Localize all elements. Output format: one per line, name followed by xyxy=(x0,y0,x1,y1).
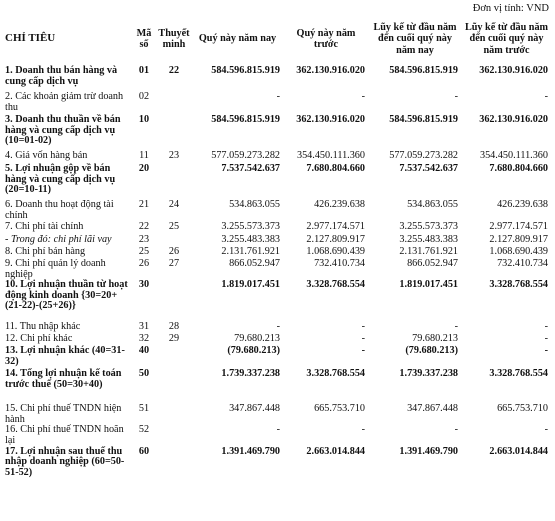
table-row xyxy=(5,425,551,446)
row-code: 26 xyxy=(138,258,150,269)
row-quarter-last-year: 732.410.734 xyxy=(314,258,365,269)
row-quarter-this-year: 1.739.337.238 xyxy=(221,368,280,380)
row-code: 21 xyxy=(138,199,150,210)
row-ytd-last-year: 665.753.710 xyxy=(497,403,548,415)
row-quarter-this-year: 577.059.273.282 xyxy=(211,150,280,161)
header-ma-so: Mã số xyxy=(136,27,152,50)
row-ytd-last-year: - xyxy=(544,333,548,345)
table-row xyxy=(5,66,551,92)
row-quarter-last-year: - xyxy=(361,333,365,345)
row-note: 28 xyxy=(168,321,180,333)
row-quarter-last-year: 362.130.916.020 xyxy=(296,65,365,76)
row-label: 6. Doanh thu hoạt động tài chính xyxy=(5,199,114,221)
row-quarter-last-year: 7.680.804.660 xyxy=(306,163,365,174)
row-quarter-last-year: - xyxy=(361,345,365,357)
row-code: 32 xyxy=(138,333,150,345)
row-note xyxy=(157,369,191,404)
row-quarter-last-year: - xyxy=(361,91,365,102)
row-label: 10. Lợi nhuận thuần từ hoạt động kinh doanh {30=20+(21-22)-(25+26)} xyxy=(5,279,128,312)
row-ytd-last-year: 1.068.690.439 xyxy=(489,246,548,257)
row-ytd-last-year: 3.328.768.554 xyxy=(489,368,548,380)
row-ytd-last-year: 2.127.809.917 xyxy=(489,234,548,245)
unit-label: Đơn vị tính: VND xyxy=(472,3,549,14)
header-chi-tieu: CHỈ TIÊU xyxy=(5,32,56,45)
row-ytd-last-year: - xyxy=(544,91,548,102)
row-label: 15. Chi phí thuế TNDN hiện hành xyxy=(5,403,122,425)
row-quarter-this-year: 7.537.542.637 xyxy=(221,163,280,174)
row-quarter-last-year: 362.130.916.020 xyxy=(296,114,365,125)
row-note xyxy=(157,115,191,151)
row-code: 11 xyxy=(139,150,149,161)
row-quarter-this-year: 584.596.815.919 xyxy=(211,114,280,125)
row-code: 23 xyxy=(138,234,150,245)
row-label: 1. Doanh thu bán hàng và cung cấp dịch vụ xyxy=(5,65,118,87)
row-note: 22 xyxy=(168,65,180,76)
table-row xyxy=(5,280,551,322)
row-quarter-this-year: (79.680.213) xyxy=(227,345,280,357)
row-quarter-this-year: 347.867.448 xyxy=(229,403,280,415)
row-ytd-this-year: 3.255.483.383 xyxy=(399,234,458,245)
row-code: 31 xyxy=(138,321,150,333)
row-ytd-this-year: 577.059.273.282 xyxy=(389,150,458,161)
row-ytd-last-year: - xyxy=(544,321,548,333)
row-quarter-this-year: 2.131.761.921 xyxy=(221,246,280,257)
row-code: 40 xyxy=(138,345,150,357)
row-ytd-this-year: 347.867.448 xyxy=(407,403,458,415)
row-code: 52 xyxy=(138,424,150,436)
row-note: 25 xyxy=(168,221,180,232)
row-quarter-last-year: 2.977.174.571 xyxy=(306,221,365,232)
row-label: 13. Lợi nhuận khác (40=31-32) xyxy=(5,345,125,367)
row-code: 10 xyxy=(138,114,150,125)
row-code: 01 xyxy=(138,65,150,76)
row-ytd-this-year: 1.391.469.790 xyxy=(399,445,458,457)
row-ytd-last-year: 354.450.111.360 xyxy=(479,150,548,161)
row-label: 17. Lợi nhuận sau thuế thu nhập doanh nghiệp (60=50-51-52) xyxy=(5,445,125,478)
row-quarter-this-year: 584.596.815.919 xyxy=(211,65,280,76)
row-quarter-last-year: 2.663.014.844 xyxy=(306,445,365,457)
row-quarter-last-year: - xyxy=(361,424,365,436)
header-ytd-last-year: Lũy kế từ đầu năm đến cuối quý này năm trước xyxy=(464,21,549,56)
row-code: 51 xyxy=(138,403,150,415)
row-label: 2. Các khoản giảm trừ doanh thu xyxy=(5,91,124,113)
row-quarter-this-year: - xyxy=(276,91,280,102)
row-ytd-this-year: 3.255.573.373 xyxy=(399,221,458,232)
row-ytd-this-year: 534.863.055 xyxy=(407,199,458,210)
row-quarter-this-year: 3.255.573.373 xyxy=(221,221,280,232)
row-note xyxy=(157,346,191,369)
row-quarter-last-year: 3.328.768.554 xyxy=(306,279,365,291)
row-label: 11. Thu nhập khác xyxy=(5,321,81,333)
row-quarter-this-year: 534.863.055 xyxy=(229,199,280,210)
row-note xyxy=(157,280,191,322)
header-thuyet-minh: Thuyết minh xyxy=(158,27,190,50)
row-note xyxy=(157,92,191,115)
income-statement-table xyxy=(5,12,551,483)
row-ytd-last-year: - xyxy=(544,345,548,357)
row-label: 4. Giá vốn hàng bán xyxy=(5,150,88,161)
row-code: 60 xyxy=(138,445,150,457)
row-ytd-this-year: 584.596.815.919 xyxy=(389,65,458,76)
row-ytd-this-year: - xyxy=(454,91,458,102)
row-quarter-this-year: 866.052.947 xyxy=(229,258,280,269)
row-ytd-this-year: - xyxy=(454,321,458,333)
table-row xyxy=(5,92,551,115)
row-ytd-this-year: 1.739.337.238 xyxy=(399,368,458,380)
table-row xyxy=(5,346,551,369)
row-quarter-last-year: 426.239.638 xyxy=(314,199,365,210)
row-note: 29 xyxy=(168,333,180,345)
row-note: 24 xyxy=(168,199,180,210)
table-row xyxy=(5,115,551,151)
table-row xyxy=(5,200,551,222)
row-ytd-last-year: 2.977.174.571 xyxy=(489,221,548,232)
row-ytd-last-year: 426.239.638 xyxy=(497,199,548,210)
row-ytd-last-year: 3.328.768.554 xyxy=(489,279,548,291)
row-label: 14. Tổng lợi nhuận kế toán trước thuế (50=30+40) xyxy=(5,368,122,390)
row-ytd-last-year: 2.663.014.844 xyxy=(489,445,548,457)
row-quarter-last-year: 3.328.768.554 xyxy=(306,368,365,380)
row-quarter-last-year: 354.450.111.360 xyxy=(296,150,365,161)
row-label: 9. Chi phí quản lý doanh nghiệp xyxy=(5,258,106,280)
row-ytd-this-year: 866.052.947 xyxy=(407,258,458,269)
row-ytd-this-year: 79.680.213 xyxy=(412,333,458,345)
row-label: 8. Chi phí bán hàng xyxy=(5,246,86,257)
row-note: 26 xyxy=(168,246,180,257)
row-label: 12. Chi phí khác xyxy=(5,333,73,345)
row-note xyxy=(157,404,191,425)
row-quarter-this-year: - xyxy=(276,424,280,436)
row-quarter-last-year: - xyxy=(361,321,365,333)
table-row xyxy=(5,404,551,425)
table-row xyxy=(5,369,551,404)
row-ytd-this-year: - xyxy=(454,424,458,436)
row-ytd-this-year: 2.131.761.921 xyxy=(399,246,458,257)
row-code: 25 xyxy=(138,246,150,257)
row-note xyxy=(157,164,191,200)
row-ytd-last-year: 362.130.916.020 xyxy=(479,65,548,76)
row-ytd-this-year: 584.596.815.919 xyxy=(389,114,458,125)
row-code: 22 xyxy=(138,221,150,232)
row-ytd-this-year: 1.819.017.451 xyxy=(399,279,458,291)
row-quarter-this-year: 3.255.483.383 xyxy=(221,234,280,245)
table-row xyxy=(5,164,551,200)
row-label: 5. Lợi nhuận gộp về bán hàng và cung cấp dịch vụ (20=10-11) xyxy=(5,163,116,196)
row-ytd-this-year: (79.680.213) xyxy=(405,345,458,357)
row-quarter-this-year: 1.819.017.451 xyxy=(221,279,280,291)
header-quarter-this-year: Quý này năm nay xyxy=(198,33,277,45)
table-row xyxy=(5,259,551,280)
row-label: 16. Chi phí thuế TNDN hoãn lại xyxy=(5,424,124,446)
row-quarter-this-year: 79.680.213 xyxy=(234,333,280,345)
row-quarter-last-year: 2.127.809.917 xyxy=(306,234,365,245)
row-quarter-this-year: 1.391.469.790 xyxy=(221,445,280,457)
table-row xyxy=(5,447,551,483)
row-ytd-last-year: 362.130.916.020 xyxy=(479,114,548,125)
row-quarter-last-year: 665.753.710 xyxy=(314,403,365,415)
row-note xyxy=(157,447,191,483)
header-quarter-last-year: Quý này năm trước xyxy=(296,27,356,50)
row-label: 7. Chi phí tài chính xyxy=(5,221,84,232)
row-note: 27 xyxy=(168,258,180,269)
row-note xyxy=(157,425,191,446)
row-note: 23 xyxy=(168,150,180,161)
row-label: 3. Doanh thu thuần về bán hàng và cung cấp dịch vụ (10=01-02) xyxy=(5,114,121,147)
row-code: 02 xyxy=(138,91,150,102)
row-quarter-last-year: 1.068.690.439 xyxy=(306,246,365,257)
row-code: 50 xyxy=(138,368,150,380)
row-ytd-this-year: 7.537.542.637 xyxy=(399,163,458,174)
header-row xyxy=(5,12,551,66)
row-quarter-this-year: - xyxy=(276,321,280,333)
row-ytd-last-year: 732.410.734 xyxy=(497,258,548,269)
header-ytd-this-year: Lũy kế từ đầu năm đến cuối quý này năm nay xyxy=(373,21,457,56)
row-code: 20 xyxy=(138,163,150,174)
row-label: - Trong đó: chi phí lãi vay xyxy=(5,234,112,245)
row-ytd-last-year: - xyxy=(544,424,548,436)
row-ytd-last-year: 7.680.804.660 xyxy=(489,163,548,174)
row-code: 30 xyxy=(138,279,150,291)
